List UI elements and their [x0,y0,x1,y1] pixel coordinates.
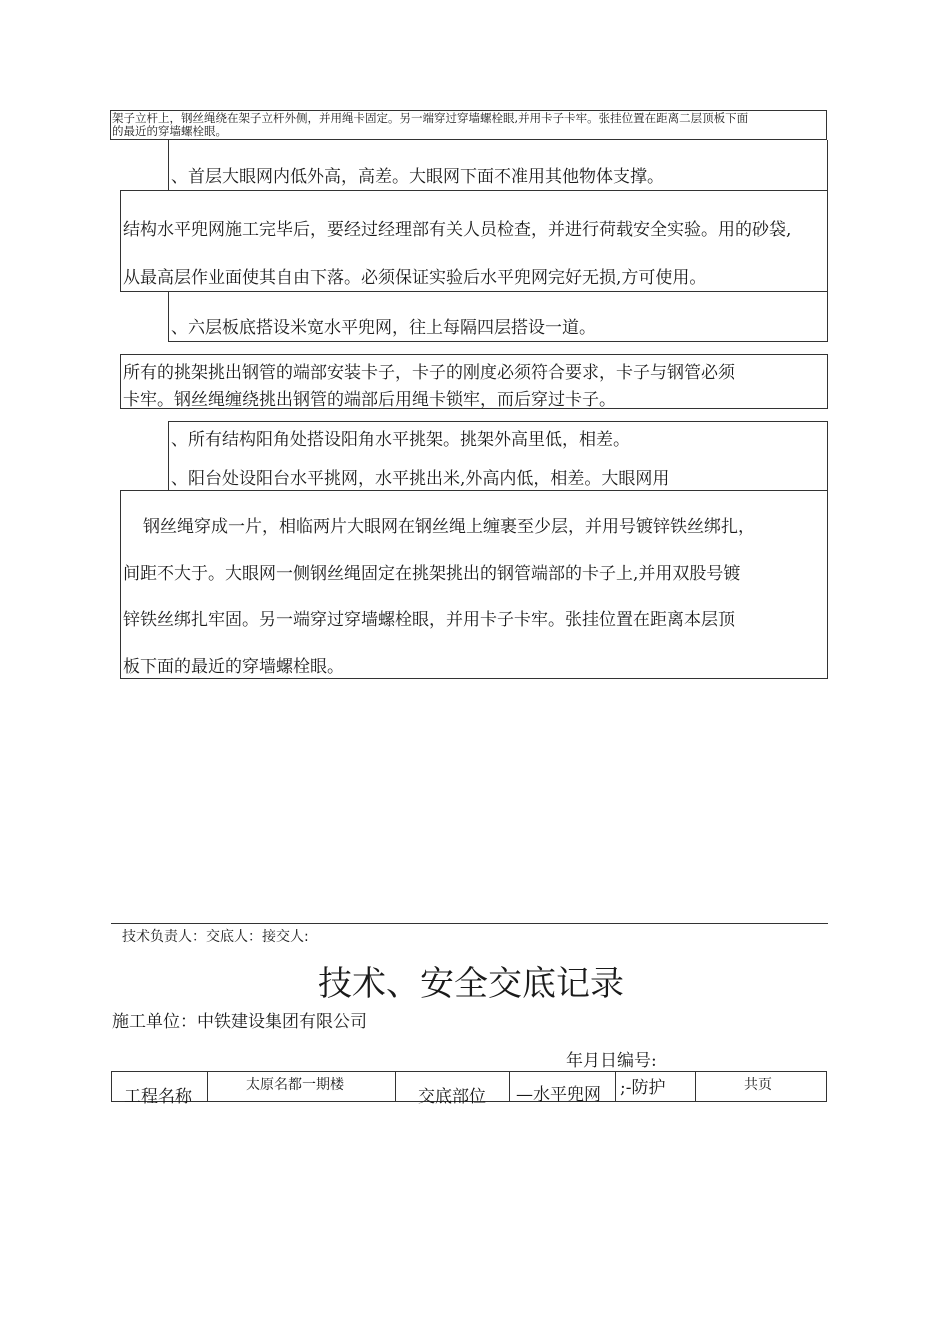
project-value: 太原名都一期楼 [246,1077,344,1093]
part-value-cell [510,1072,616,1105]
clamp-line-2: 卡牢。钢丝绳缠绕挑出钢管的端部后用绳卡锁牢，而后穿过卡子。 [123,390,616,410]
load-test-box [120,190,828,292]
part-label-cell [396,1072,510,1107]
item-corners-box [168,421,828,491]
item-sixth-floor-box [168,291,828,342]
protect-text: ;-防护 [620,1078,666,1098]
top-text-line-1: 架子立杆上，钢丝绳绕在架子立杆外侧，并用绳卡固定。另一端穿过穿墙螺栓眼,并用卡子卡牢。张挂位置在距离二层顶板下面 [112,111,749,125]
protect-cell [616,1072,696,1102]
clamp-line-1: 所有的挑架挑出钢管的端部安装卡子，卡子的刚度必须符合要求，卡子与钢管必须 [123,363,735,383]
item-first-floor-text: 、首层大眼网内低外高，高差。大眼网下面不准用其他物体支撑。 [171,167,664,187]
item-corners-line-2: 、阳台处设阳台水平挑网，水平挑出米,外高内低，相差。大眼网用 [171,469,670,489]
construction-unit: 施工单位：中铁建设集团有限公司 [112,1012,367,1032]
top-text-line-2: 的最近的穿墙螺栓眼。 [112,124,227,138]
page-title: 技术、安全交底记录 [318,964,624,1004]
part-label: 交底部位 [418,1087,486,1107]
wire-rope-box [120,490,828,679]
wire-rope-line-4: 板下面的最近的穿墙螺栓眼。 [123,657,344,677]
project-label-cell [112,1072,208,1107]
project-value-cell [208,1072,396,1102]
load-test-line-1: 结构水平兜网施工完毕后，要经过经理部有关人员检查，并进行荷载安全实验。用的砂袋, [123,220,792,240]
unit-line-clip [112,1005,432,1032]
pages-cell [696,1072,826,1102]
date-line-clip [566,1044,706,1071]
wire-rope-line-1: 钢丝绳穿成一片，相临两片大眼网在钢丝绳上缠裹至少层，并用号镀锌铁丝绑扎， [143,517,755,537]
info-table [111,1071,827,1107]
date-number: 年月日编号: [566,1051,657,1071]
wire-rope-line-3: 锌铁丝绑扎牢固。另一端穿过穿墙螺栓眼，并用卡子卡牢。张挂位置在距离本层顶 [123,610,735,630]
wire-rope-line-2: 间距不大于。大眼网一侧钢丝绳固定在挑架挑出的钢管端部的卡子上,并用双股号镀 [123,564,741,584]
signoff-rule [111,923,828,924]
signoff-line: 技术负责人：交底人：接交人: [122,929,309,945]
load-test-line-2: 从最高层作业面使其自由下落。必须保证实验后水平兜网完好无损,方可使用。 [123,268,707,288]
part-value: —水平兜网 [516,1085,601,1105]
item-sixth-floor-text: 、六层板底搭设米宽水平兜网，往上每隔四层搭设一道。 [171,318,596,338]
total-pages: 共页 [744,1077,772,1093]
clamp-box [120,354,828,409]
project-label: 工程名称 [124,1087,192,1107]
top-text-box [110,110,827,140]
item-first-floor-box [168,140,828,191]
item-corners-line-1: 、所有结构阳角处搭设阳角水平挑架。挑架外高里低，相差。 [171,430,630,450]
